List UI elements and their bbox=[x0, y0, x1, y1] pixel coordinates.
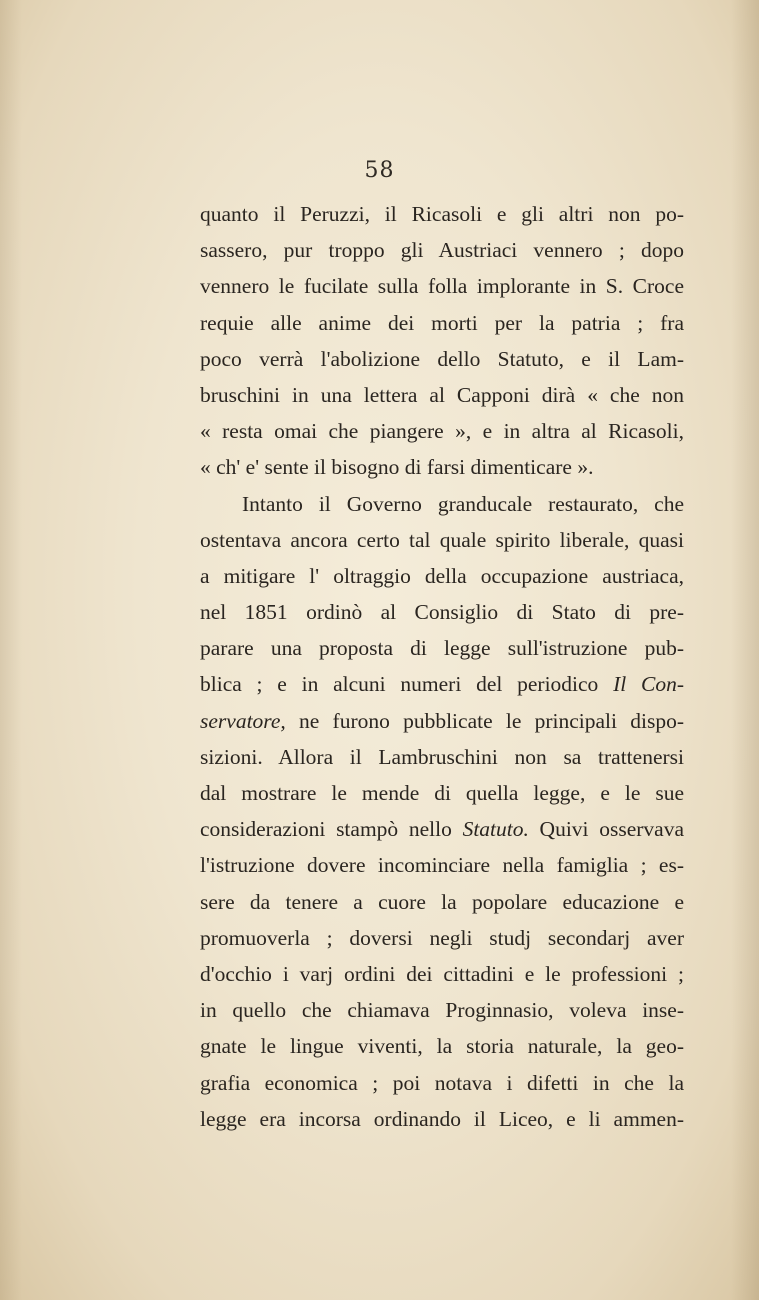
italic-title: servatore, bbox=[200, 708, 286, 733]
text-line: vennero le fucilate sulla folla implorante in S. Croce bbox=[200, 274, 684, 299]
text-line: parare una proposta di legge sull'istruzione pub- bbox=[200, 636, 684, 661]
text-line: ostentava ancora certo tal quale spirito liberale, quasi bbox=[200, 527, 684, 552]
text-line: « ch' e' sente il bisogno di farsi dimenticare ». bbox=[200, 455, 594, 480]
text-line: « resta omai che piangere », e in altra al Ricasoli, bbox=[200, 419, 684, 444]
text-line: in quello che chiamava Proginnasio, voleva inse- bbox=[200, 998, 684, 1023]
text-line: d'occhio i varj ordini dei cittadini e le professioni ; bbox=[200, 961, 684, 986]
text-segment: ne furono pubblicate le principali dispo- bbox=[285, 708, 684, 733]
text-line: a mitigare l' oltraggio della occupazione austriaca, bbox=[200, 563, 684, 588]
text-line: quanto il Peruzzi, il Ricasoli e gli altri non po- bbox=[200, 202, 684, 226]
text-line bbox=[200, 666, 684, 702]
text-line: dal mostrare le mende di quella legge, e le sue bbox=[200, 781, 684, 805]
text-line: l'istruzione dovere incominciare nella famiglia ; es- bbox=[200, 853, 684, 878]
text-line: grafia economica ; poi notava i difetti in che la bbox=[200, 1070, 684, 1095]
italic-title: Statuto. bbox=[462, 817, 529, 842]
text-line: poco verrà l'abolizione dello Statuto, e il Lam- bbox=[200, 346, 684, 371]
text-line: sere da tenere a cuore la popolare educazione e bbox=[200, 889, 684, 914]
text-line: sassero, pur troppo gli Austriaci vennero ; dopo bbox=[200, 238, 684, 263]
text-line: sizioni. Allora il Lambruschini non sa trattenersi bbox=[200, 744, 684, 769]
text-segment: considerazioni stampò nello bbox=[200, 817, 463, 842]
text-line: promuoverla ; doversi negli studj secondarj aver bbox=[200, 925, 684, 950]
text-line: requie alle anime dei morti per la patria ; fra bbox=[200, 310, 684, 335]
italic-title: Il Con- bbox=[613, 672, 684, 697]
page-number: 58 bbox=[364, 158, 395, 183]
page-left-edge-shadow bbox=[0, 0, 22, 1300]
text-segment: Quivi osservava bbox=[528, 817, 684, 842]
text-line bbox=[200, 811, 684, 847]
text-segment: blica ; e in alcuni numeri del periodico bbox=[200, 672, 614, 697]
text-line: gnate le lingue viventi, la storia naturale, la geo- bbox=[200, 1034, 684, 1059]
text-line: Intanto il Governo granducale restaurato, che bbox=[242, 491, 684, 516]
body-text bbox=[200, 196, 684, 1137]
text-line: nel 1851 ordinò al Consiglio di Stato di pre- bbox=[200, 600, 684, 625]
text-line bbox=[200, 703, 684, 739]
text-line: bruschini in una lettera al Capponi dirà « che non bbox=[200, 382, 684, 407]
text-line: legge era incorsa ordinando il Liceo, e li ammen- bbox=[200, 1106, 684, 1131]
page-right-edge-shadow bbox=[731, 0, 759, 1300]
